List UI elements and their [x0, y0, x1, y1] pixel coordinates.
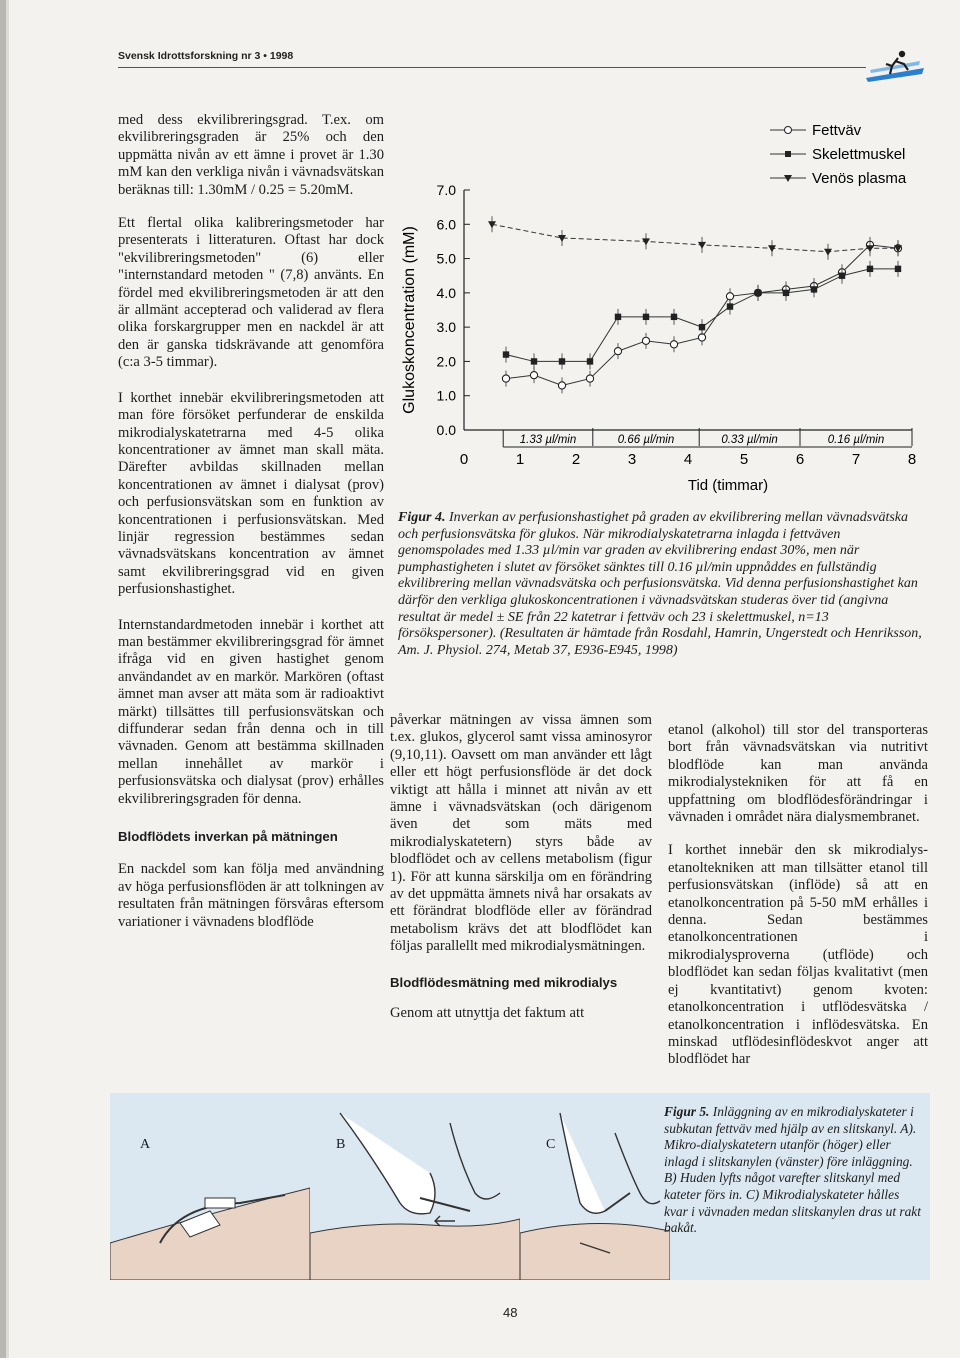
data-point-venos-plasma — [642, 238, 650, 245]
journal-logo-icon — [862, 48, 928, 86]
data-point-skelettmuskel — [895, 266, 901, 272]
y-tick-label: 3.0 — [436, 319, 456, 336]
data-point-skelettmuskel — [783, 290, 789, 296]
data-point-skelettmuskel — [727, 303, 733, 309]
figure5-drawing-a — [110, 1093, 310, 1280]
x-tick-label: 7 — [851, 451, 861, 468]
x-axis-label: Tid (timmar) — [687, 477, 769, 494]
flow-rate-label: 0.33 µl/min — [721, 434, 778, 446]
page-number: 48 — [503, 1305, 518, 1320]
x-tick-label: 6 — [795, 451, 805, 468]
x-tick-label: 1 — [515, 451, 525, 468]
running-header: Svensk Idrottsforskning nr 3 • 1998 — [118, 50, 294, 62]
x-tick-label: 0 — [459, 451, 469, 468]
x-tick-label: 4 — [683, 451, 693, 468]
middle-column — [390, 712, 652, 1023]
data-point-venos-plasma — [698, 242, 706, 249]
y-tick-label: 4.0 — [436, 284, 456, 301]
paragraph: I korthet innebär ekvilibreringsmetoden att man före försöket perfunderar de enskilda mikrodialyskatetrarna med 4-5 olika koncentrationer av ämnet man skall mäta. Därefter avbildas skillnaden mellan koncentrationen av ämnet i dialysat (prov) och perfusionsvätskan som en funktion av koncentrationen i perfusionsvätskan. Med linjär regression bestämmes sedan vävnadsvätskans koncentration av ämnet samt ekvilibreringsgrad vid en given perfusionshastighet. — [118, 389, 384, 598]
paragraph: påverkar mätningen av vissa ämnen som t.ex. glukos, glycerol samt vissa aminosyror (9,10,11). Oavsett om man använder ett lågt eller ett högt perfusionsflöde är det dock viktigt att hålla i minnet att nivån av ett ämne i vävnadsvätskan (och därigenom även det som mäts med mikrodialyskatetern) styrs både av blodflödet och av cellens metabolism (figur 1). För att kunna särskilja om en förändring av det uppmätta ämnets nivå har orsakats av ett förändrat blodflöde eller av förändrad metabolism krävs det att blodflödet kan följas parallellt med mikrodialysmätningen. — [390, 712, 652, 955]
data-point-skelettmuskel — [699, 324, 705, 330]
paragraph: Internstandardmetoden innebär i korthet att man bestämmer ekvilibreringsgrad för ämnet ifråga vid en given hastighet genom användandet av en markör. Markören (oftast ämnet man avser att mäta som är radioaktivt märkt) tillsättes till perfusionsvätskan och diffunderar sedan från denna och in till vävnaden. Genom att bestämma skillnaden mellan innehållet av markör i perfusionsvätska och dialysat (prov) erhålles ekvilibreringsgraden för denna. — [118, 616, 384, 807]
data-point-fettvav — [530, 372, 537, 379]
figure5-caption-text: Inläggning av en mikrodialyskateter i subkutan fettväv med hjälp av en slitskanyl. A). Mikro-dialyskatetern utanför (höger) eller inlagd i slitskanylen (vänster) före inläggning. B) Huden lyfts något varefter slitskanyl med kateter förs in. C) Mikrodialyskateter hålles kvar i vävnaden medan slitskanylen dras ut rakt bakåt. — [664, 1104, 921, 1236]
header-rule — [118, 67, 866, 68]
data-point-skelettmuskel — [503, 351, 509, 357]
flow-rate-label: 1.33 µl/min — [519, 434, 577, 446]
flow-rate-label: 0.16 µl/min — [827, 434, 885, 446]
data-point-skelettmuskel — [867, 266, 873, 272]
section-heading: Blodflödesmätning med mikrodialys — [390, 974, 618, 990]
figure5-label: Figur 5. — [664, 1104, 710, 1119]
x-tick-label: 2 — [571, 451, 581, 468]
data-point-skelettmuskel — [615, 314, 621, 320]
data-point-fettvav — [670, 341, 677, 348]
paragraph: En nackdel som kan följa med användning av höga perfusionsflöden är att tolkningen av resultaten från mätningen försvåras eftersom variationer i vävnadens blodflöde — [118, 861, 384, 930]
x-tick-label: 3 — [627, 451, 637, 468]
y-tick-label: 7.0 — [436, 182, 456, 198]
y-tick-label: 6.0 — [436, 216, 456, 233]
figure5-drawing-b — [310, 1093, 520, 1280]
section-heading: Blodflödets inverkan på mätningen — [118, 829, 338, 845]
data-point-fettvav — [614, 348, 621, 355]
figure4-caption-text: Inverkan av perfusionshastighet på graden av ekvilibrering mellan vävnadsvätska och perfusionsvätska för glukos. När mikrodialyskatetrarna inlagda i fettväven genomspolades med 1.33 µl/min var graden av ekvilibrering endast 30%, men när pumphastigheten i slutet av försöket sänktes till 0.16 µl/min uppnåddes en fullständig ekvilibrering mellan vävnadsvätska och perfusionsvätska. Vid denna perfusionshastighet kan därför den verkliga glukoskoncentrationen i vävnadsvätskan studeras över tid (angivna resultat är medel ± SE från 22 katetrar i fettväv och 23 i skelettmuskel, n=13 försökspersoner). (Resultaten är hämtade från Rosdahl, Hamrin, Ungerstedt och Henriksson, Am. J. Physiol. 274, Metab 37, E936-E945, 1998) — [398, 510, 922, 658]
x-tick-label: 8 — [907, 451, 917, 468]
legend-marker-square-icon — [785, 151, 791, 157]
figure4-label: Figur 4. — [398, 510, 446, 525]
figure5-drawing-c — [520, 1093, 670, 1280]
data-point-skelettmuskel — [643, 314, 649, 320]
data-point-skelettmuskel — [839, 273, 845, 279]
series-line-triangle-down-filled — [492, 224, 898, 251]
data-point-skelettmuskel — [671, 314, 677, 320]
y-tick-label: 1.0 — [436, 387, 456, 404]
paragraph: Ett flertal olika kalibreringsmetoder har presenterats i litteraturen. Oftast har dock "ekvilibreringsmetoden" (6) eller "internstandard metoden " (7,8) använts. En fördel med ekvilibreringsmetoden är att den är allmänt accepterad och validerad av flera olika forskargrupper men en nackdel är att den är ganska tidskrävande att genomföra (c:a 3-5 timmar). — [118, 215, 384, 371]
data-point-fettvav — [586, 375, 593, 382]
y-tick-label: 2.0 — [436, 353, 456, 370]
glucose-chart — [392, 110, 932, 510]
legend-label: Venös plasma — [812, 170, 907, 187]
flow-rate-label: 0.66 µl/min — [617, 434, 675, 446]
data-point-skelettmuskel — [559, 358, 565, 364]
data-point-skelettmuskel — [587, 358, 593, 364]
y-tick-label: 0.0 — [436, 422, 456, 438]
page-spine-shadow — [6, 0, 9, 1358]
data-point-fettvav — [558, 382, 565, 389]
right-column — [668, 722, 928, 1069]
y-axis-label: Glukoskoncentration (mM) — [401, 226, 418, 414]
paragraph: etanol (alkohol) till stor del transporteras bort från vävnadsvätskan via nutritivt blodflöde kan man använda mikrodialystekniken för att få en uppfattning om blodflödesförändringar i vävnaden i området nära dialysmembranet. — [668, 722, 928, 826]
legend-label: Fettväv — [812, 122, 862, 139]
panel-label-b: B — [336, 1137, 346, 1152]
series-line-square-filled — [506, 269, 898, 362]
legend-label: Skelettmuskel — [812, 146, 906, 163]
data-point-fettvav — [502, 375, 509, 382]
data-point-skelettmuskel — [755, 290, 761, 296]
paragraph: med dess ekvilibreringsgrad. T.ex. om ekvilibreringsgraden är 25% och den uppmätta nivån av ett ämne i provet är 1.30 mM kan den verkliga nivån i vävnadsvätskan beräknas till: 1.30mM / 0.25 = 5.20mM. — [118, 112, 384, 198]
panel-label-a: A — [140, 1137, 151, 1152]
y-tick-label: 5.0 — [436, 250, 456, 267]
panel-label-c: C — [546, 1137, 556, 1152]
paragraph: Genom att utnyttja det faktum att — [390, 1005, 585, 1022]
figure4-caption — [398, 510, 928, 659]
left-column — [118, 112, 384, 931]
data-point-skelettmuskel — [531, 358, 537, 364]
figure5-caption — [664, 1104, 926, 1237]
paragraph: I korthet innebär den sk mikrodialys-etanoltekniken att man tillsätter etanol till perfusionsvätskan (inflöde) så att en etanolkoncentration på 5-50 mM erhålles i denna. Sedan bestämmes etanolkoncentrationen i mikrodialysproverna (utflöde) och blodflödet kan sedan följas kvalitativt (men ej kvantitativt) genom kvoten: etanolkoncentration i utflödesvätska / etanolkoncentration i inflödesvätska. En minskad utflödesinflödeskvot anger att blodflödet har — [668, 842, 928, 1068]
data-point-fettvav — [642, 337, 649, 344]
data-point-venos-plasma — [824, 249, 832, 256]
data-point-skelettmuskel — [811, 286, 817, 292]
x-tick-label: 5 — [739, 451, 749, 468]
legend-marker-circle-icon — [785, 127, 792, 134]
